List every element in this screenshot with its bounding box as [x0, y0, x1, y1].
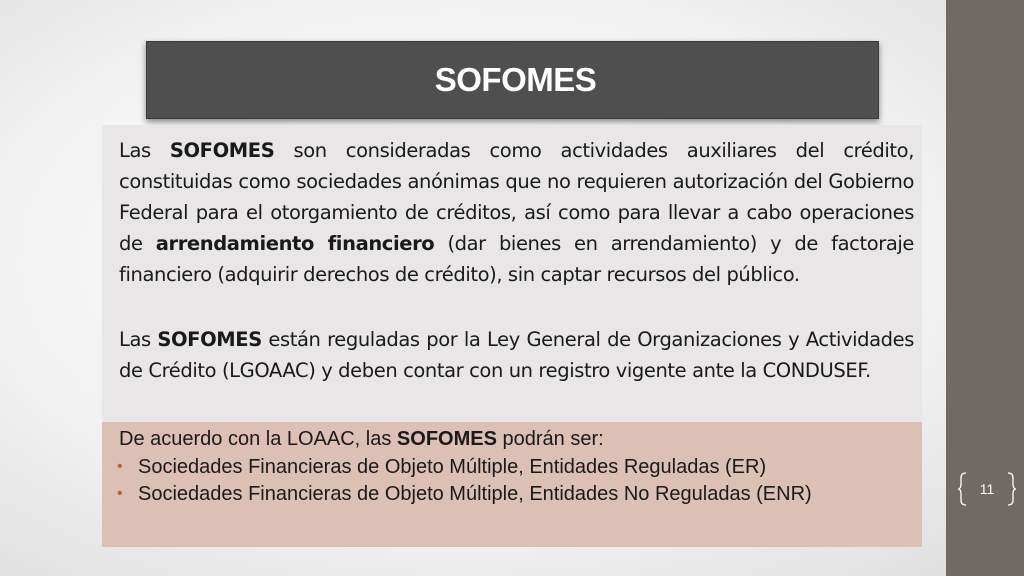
types-box: [102, 422, 922, 547]
page-number-badge: [958, 471, 1016, 507]
title-banner: [146, 41, 879, 119]
list-item: • Sociedades Financieras de Objeto Múltiple, Entidades No Reguladas (ENR): [117, 483, 812, 505]
bullet-icon: •: [117, 458, 123, 475]
page-number: 11: [979, 481, 995, 497]
paragraph-2: Las SOFOMES están reguladas por la Ley General de Organizaciones y Actividades de Crédito (LGOAAC) y deben contar con un registro vigente ante la CONDUSEF.: [119, 328, 914, 382]
paragraph-1: Las SOFOMES son consideradas como actividades auxiliares del crédito, constituidas como sociedades anónimas que no requieren autorización del Gobierno Federal para el otorgamiento de créditos, así como para llevar a cabo operaciones de arrendamiento financiero (dar bienes en arrendamiento) y de factoraje financiero (adquirir derechos de crédito), sin captar recursos del público.: [119, 139, 915, 286]
list-item: • Sociedades Financieras de Objeto Múltiple, Entidades Reguladas (ER): [117, 456, 767, 478]
bullet-icon: •: [117, 485, 123, 502]
main-content-box: [102, 125, 922, 422]
types-list: [115, 455, 885, 509]
types-intro: De acuerdo con la LOAAC, las SOFOMES podrán ser:: [119, 428, 604, 450]
slide-title: SOFOMES: [434, 61, 597, 98]
